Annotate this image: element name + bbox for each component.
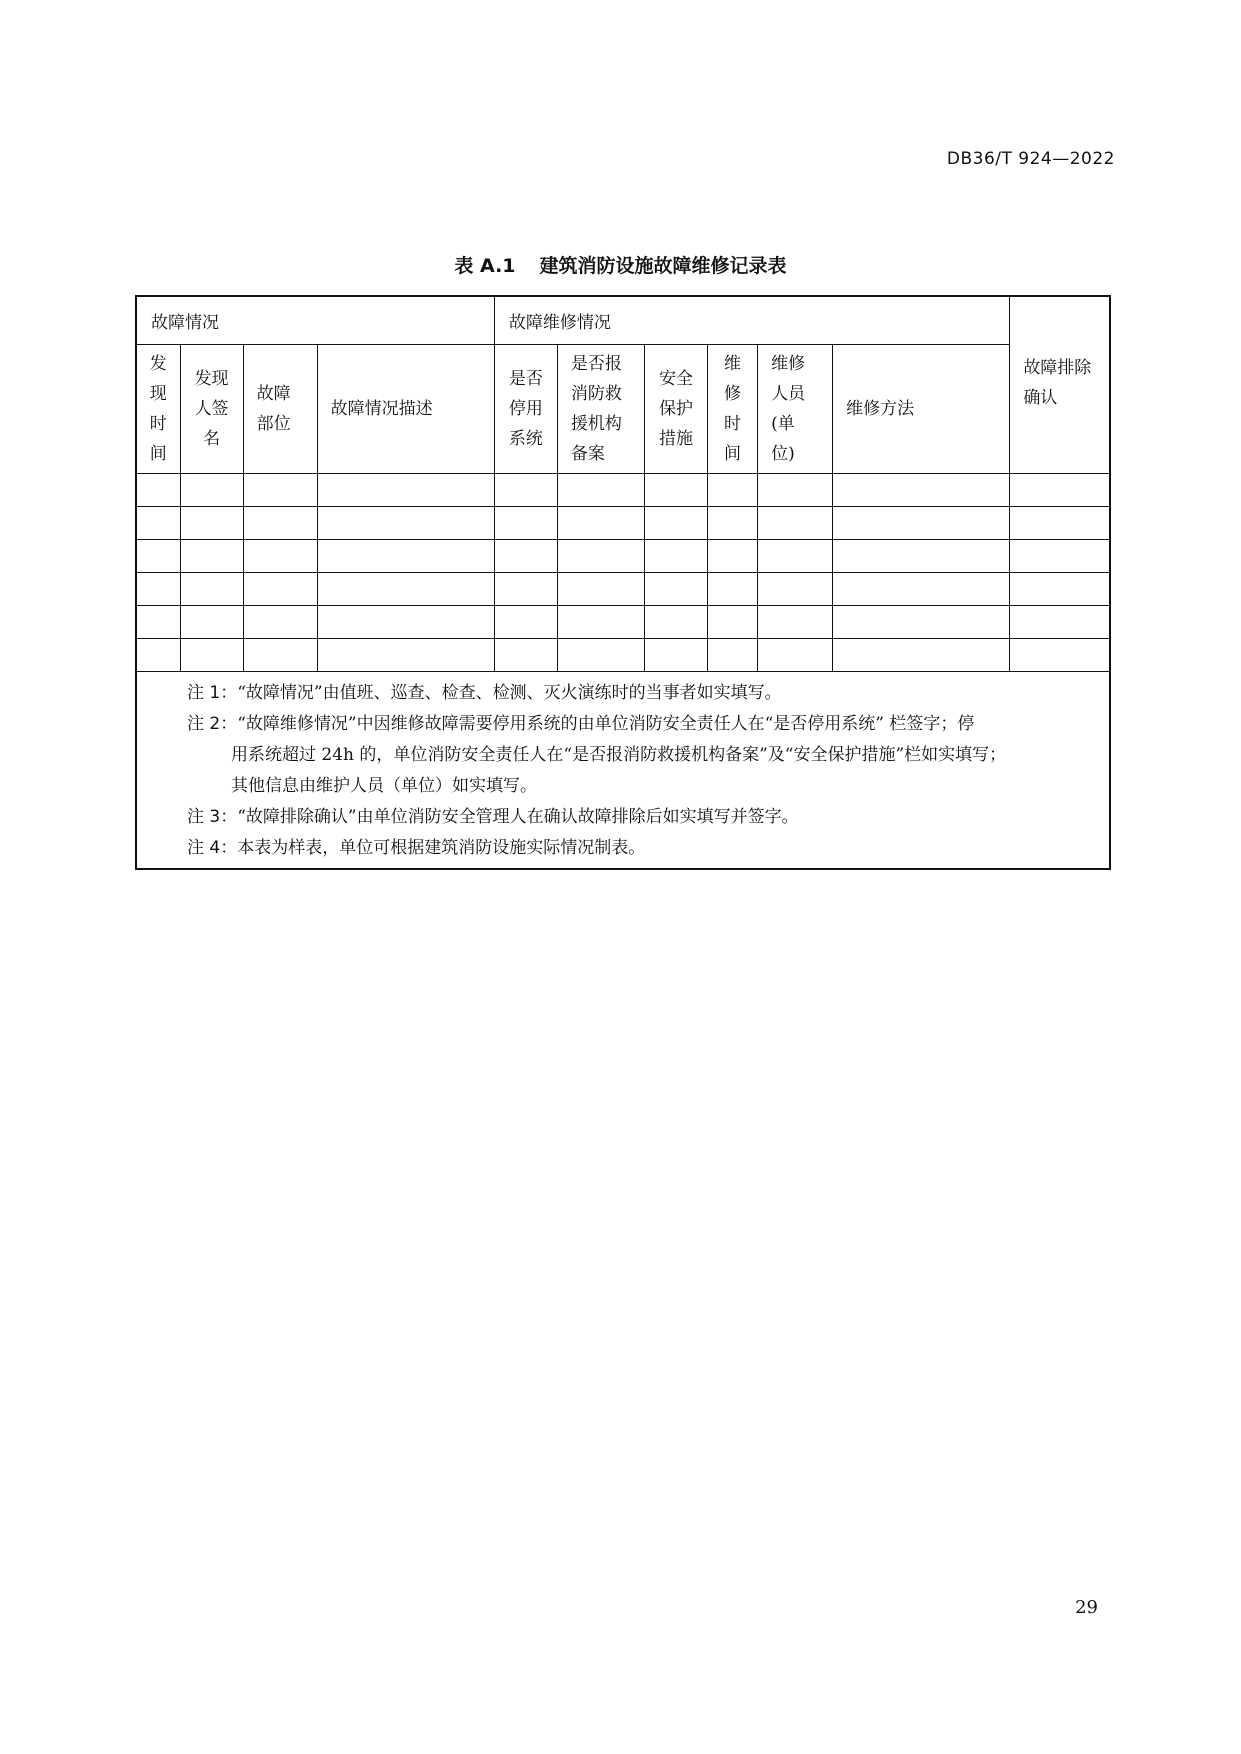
table-cell[interactable] [243,606,317,639]
table-cell[interactable] [494,573,557,606]
table-row [136,606,1110,639]
table-cell[interactable] [1010,507,1110,540]
header-found-time [136,345,180,474]
table-cell[interactable] [644,606,707,639]
table-cell[interactable] [317,540,494,573]
table-cell[interactable] [708,474,758,507]
table-title: 建筑消防设施故障维修记录表 [539,255,787,277]
header-char: 现 [149,384,167,404]
table-cell[interactable] [136,573,180,606]
table-cell[interactable] [136,507,180,540]
table-cell[interactable] [557,606,644,639]
table-cell[interactable] [708,507,758,540]
header-line: 故障 [256,384,291,404]
table-number: 表 A.1 [454,255,516,277]
table-cell[interactable] [758,573,833,606]
header-line: (单 [771,414,795,434]
table-cell[interactable] [136,639,180,672]
table-cell[interactable] [243,639,317,672]
table-cell[interactable] [1010,639,1110,672]
header-char: 修 [724,384,742,404]
note-text-continued: 用系统超过 24h 的，单位消防安全责任人在“是否报消防救援机构备案”及“安全保护措施”栏如实填写； [231,745,1007,765]
group-header-fault: 故障情况 [136,296,494,345]
header-line: 人员 [771,384,806,404]
table-cell[interactable] [136,474,180,507]
table-cell[interactable] [494,474,557,507]
header-line: 备案 [570,444,605,464]
table-cell[interactable] [180,573,243,606]
table-cell[interactable] [1010,540,1110,573]
note-label: 注 2： [187,714,238,734]
table-cell[interactable] [494,540,557,573]
notes-cell [136,672,1110,870]
table-cell[interactable] [758,540,833,573]
note-text-continued: 其他信息由维护人员（单位）如实填写。 [231,776,537,796]
header-line: 消防救 [570,384,622,404]
header-finder-signature [180,345,243,474]
note-text: “故障情况”由值班、巡查、检查、检测、灭火演练时的当事者如实填写。 [237,683,782,703]
header-safety-measures [644,345,707,474]
table-cell[interactable] [557,540,644,573]
table-cell[interactable] [1010,606,1110,639]
header-char: 时 [724,414,742,434]
table-cell[interactable] [1010,474,1110,507]
table-cell[interactable] [644,639,707,672]
header-repair-staff [758,345,833,474]
table-cell[interactable] [494,639,557,672]
header-line: 是否 [508,369,543,389]
note-text: “故障维修情况”中因维修故障需要停用系统的由单位消防安全责任人在“是否停用系统” 栏签字；停 [237,714,975,734]
table-cell[interactable] [136,540,180,573]
header-fault-description: 故障情况描述 [317,345,494,474]
header-char: 维 [724,354,742,374]
header-repair-time [708,345,758,474]
table-cell[interactable] [1010,573,1110,606]
table-cell[interactable] [180,507,243,540]
header-report-filed [557,345,644,474]
table-cell[interactable] [180,540,243,573]
header-line: 措施 [659,429,693,449]
note-3 [187,802,1095,833]
table-cell[interactable] [494,507,557,540]
table-cell[interactable] [243,474,317,507]
header-char: 时 [149,414,167,434]
table-cell[interactable] [557,507,644,540]
table-cell[interactable] [833,507,1010,540]
table-row [136,507,1110,540]
note-2 [187,709,1095,802]
table-cell[interactable] [644,507,707,540]
header-line: 位) [771,444,795,464]
table-row [136,540,1110,573]
table-cell[interactable] [708,573,758,606]
table-cell[interactable] [557,639,644,672]
table-cell[interactable] [708,540,758,573]
table-cell[interactable] [758,474,833,507]
table-cell[interactable] [708,639,758,672]
header-line: 名 [203,429,221,449]
table-row [136,573,1110,606]
table-cell[interactable] [243,507,317,540]
table-cell[interactable] [317,507,494,540]
table-cell[interactable] [180,639,243,672]
group-header-repair: 故障维修情况 [494,296,1009,345]
note-1 [187,678,1095,709]
table-cell[interactable] [180,606,243,639]
table-cell[interactable] [758,639,833,672]
table-cell[interactable] [557,573,644,606]
header-char: 间 [724,444,742,464]
header-line: 部位 [256,414,291,434]
header-repair-method: 维修方法 [833,345,1010,474]
header-line: 援机构 [570,414,622,434]
page-number: 29 [1075,1597,1098,1618]
header-line: 安全 [659,369,693,389]
header-fault-part [243,345,317,474]
table-cell[interactable] [317,606,494,639]
table-row [136,474,1110,507]
header-fault-cleared-confirm [1010,296,1110,474]
table-cell[interactable] [494,606,557,639]
fault-repair-record-table [135,295,1111,870]
header-line: 确认 [1023,388,1058,408]
table-cell[interactable] [758,507,833,540]
note-4 [187,833,1095,864]
table-cell[interactable] [833,639,1010,672]
table-cell[interactable] [136,606,180,639]
table-cell[interactable] [317,474,494,507]
table-cell[interactable] [644,474,707,507]
table-cell[interactable] [833,474,1010,507]
table-cell[interactable] [833,573,1010,606]
header-line: 是否报 [570,354,622,374]
note-label: 注 1： [187,683,238,703]
note-label: 注 4： [187,838,238,858]
note-label: 注 3： [187,807,238,827]
header-system-stopped [494,345,557,474]
header-line: 系统 [508,429,543,449]
table-cell[interactable] [557,474,644,507]
table-cell[interactable] [708,606,758,639]
note-text: “故障排除确认”由单位消防安全管理人在确认故障排除后如实填写并签字。 [237,807,799,827]
header-char: 发 [149,354,167,374]
header-line: 保护 [659,399,693,419]
table-row [136,639,1110,672]
table-cell[interactable] [833,606,1010,639]
table-cell[interactable] [243,573,317,606]
document-id: DB36/T 924—2022 [946,149,1115,169]
header-line: 故障排除 [1023,358,1092,378]
table-cell[interactable] [317,639,494,672]
table-cell[interactable] [317,573,494,606]
table-cell[interactable] [644,573,707,606]
header-line: 发现 [194,369,229,389]
table-cell[interactable] [243,540,317,573]
header-line: 人签 [194,399,229,419]
table-caption [0,251,1241,278]
header-line: 维修 [771,354,806,374]
note-text: 本表为样表，单位可根据建筑消防设施实际情况制表。 [237,838,646,858]
header-char: 间 [149,444,167,464]
header-line: 停用 [508,399,543,419]
notes-row [136,672,1110,870]
table-cell[interactable] [833,540,1010,573]
table-cell[interactable] [758,606,833,639]
table-cell[interactable] [644,540,707,573]
table-cell[interactable] [180,474,243,507]
